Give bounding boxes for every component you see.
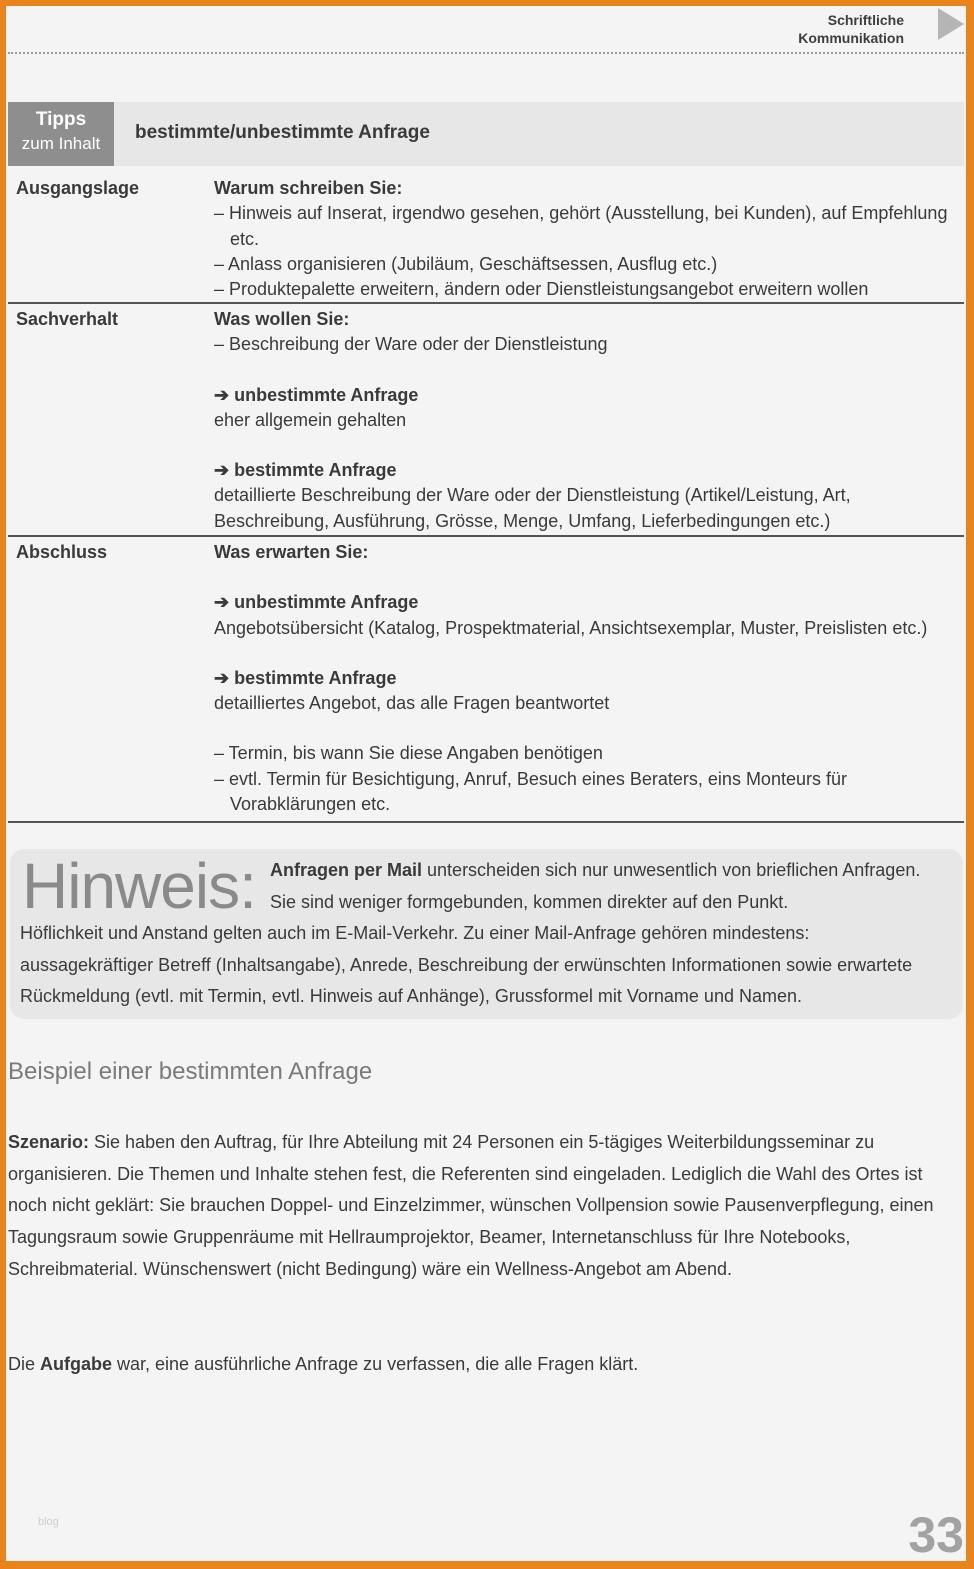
subtext-unbestimmt: eher allgemein gehalten bbox=[214, 409, 407, 430]
section-ausgangslage bbox=[8, 176, 964, 304]
scenario-paragraph bbox=[8, 1127, 953, 1286]
section-label: Ausgangslage bbox=[16, 178, 140, 198]
section-sachverhalt bbox=[8, 307, 964, 537]
section-abschluss bbox=[8, 540, 964, 823]
subtext-bestimmt: detailliertes Angebot, das alle Fragen beantwortet bbox=[214, 693, 610, 714]
subtext-unbestimmt: Angebotsübersicht (Katalog, Prospektmaterial, Ansichtsexemplar, Muster, Preislisten etc.) bbox=[214, 617, 928, 638]
hinweis-text bbox=[20, 855, 945, 1013]
task-bold: Aufgabe bbox=[40, 1354, 113, 1374]
tipps-label-box bbox=[8, 102, 114, 166]
section-question: Was erwarten Sie: bbox=[214, 542, 369, 562]
scenario-label: Szenario: bbox=[8, 1132, 90, 1152]
scenario-text: Sie haben den Auftrag, für Ihre Abteilung mit 24 Personen ein 5-tägiges Weiterbildungsseminar zu organisieren. Die Themen und Inhalte stehen fest, die Referenten sind eingeladen. Lediglich die Wahl des Ortes ist noch nicht geklärt: Sie brauchen Doppel- und Einzelzimmer, wünschen Vollpension sowie Pausenverpflegung, einen Tagungsraum sowie Gruppenräume mit Hellraumprojektor, Beamer, Internetanschluss für Ihre Notebooks, Schreibmaterial. Wünschenswert (nicht Bedingung) wäre ein Wellness-Angebot am Abend. bbox=[8, 1132, 934, 1279]
document-page bbox=[6, 6, 966, 1561]
hinweis-body: Höflichkeit und Anstand gelten auch im E-Mail-Verkehr. Zu einer Mail-Anfrage gehören mindestens: aussagekräftiger Betreff (Inhaltsangabe), Anrede, Beschreibung der erwünschten Informationen sowie erwartete Rückmeldung (evtl. mit Termin, evtl. Hinweis auf Anhänge), Grussformel mit Vorname und Namen. bbox=[20, 923, 913, 1006]
tipps-bar bbox=[8, 102, 964, 166]
section-question: Was wollen Sie: bbox=[214, 309, 350, 329]
chapter-title-line2: Kommunikation bbox=[798, 30, 904, 46]
tipps-heading: bestimmte/unbestimmte Anfrage bbox=[135, 122, 430, 143]
list-item: – evtl. Termin für Besichtigung, Anruf, Besuch eines Beraters, eins Monteurs für Vorabklärungen etc. bbox=[214, 768, 847, 815]
subtext-bestimmt: detaillierte Beschreibung der Ware oder der Dienstleistung (Artikel/Leistung, Art, Beschreibung, Ausführung, Grösse, Menge, Umfang, Lieferbedingungen etc.) bbox=[214, 485, 851, 531]
list-item: – Produktepalette erweitern, ändern oder Dienstleistungsangebot erweitern wollen bbox=[214, 279, 869, 300]
hinweis-lead bbox=[270, 855, 945, 918]
subheading-unbestimmt: ➔ unbestimmte Anfrage bbox=[214, 592, 419, 613]
list-item: – Beschreibung der Ware oder der Dienstleistung bbox=[214, 334, 608, 355]
header-divider bbox=[8, 52, 964, 54]
hinweis-lead-rest: unterscheiden sich nur unwesentlich von brieflichen Anfragen. Sie sind weniger formgebunden, kommen direkter auf den Punkt. bbox=[270, 860, 921, 912]
subheading-bestimmt: ➔ bestimmte Anfrage bbox=[214, 460, 397, 481]
tipps-sublabel: zum Inhalt bbox=[21, 134, 101, 153]
play-triangle-icon bbox=[938, 8, 964, 40]
hinweis-lead-bold: Anfragen per Mail bbox=[270, 860, 423, 880]
task-post: war, eine ausführliche Anfrage zu verfassen, die alle Fragen klärt. bbox=[112, 1354, 639, 1374]
page-number: 33 bbox=[908, 1507, 964, 1563]
chapter-title bbox=[798, 11, 904, 47]
watermark: blog bbox=[38, 1516, 59, 1528]
hinweis-box bbox=[10, 849, 963, 1019]
list-item: – Hinweis auf Inserat, irgendwo gesehen, gehört (Ausstellung, bei Kunden), auf Empfehlung etc. bbox=[214, 203, 948, 249]
section-question: Warum schreiben Sie: bbox=[214, 178, 403, 198]
subheading-unbestimmt: ➔ unbestimmte Anfrage bbox=[214, 384, 419, 405]
hinweis-label: Hinweis: bbox=[22, 850, 256, 922]
example-title: Beispiel einer bestimmten Anfrage bbox=[8, 1058, 373, 1085]
tipps-label: Tipps bbox=[35, 109, 87, 130]
section-label: Sachverhalt bbox=[16, 309, 119, 329]
list-item: – Termin, bis wann Sie diese Angaben benötigen bbox=[214, 743, 603, 764]
subheading-bestimmt: ➔ bestimmte Anfrage bbox=[214, 667, 397, 688]
section-body bbox=[214, 307, 959, 534]
section-body bbox=[214, 540, 959, 817]
section-label: Abschluss bbox=[16, 542, 108, 562]
task-pre: Die bbox=[8, 1354, 41, 1374]
section-body bbox=[214, 176, 959, 302]
task-paragraph bbox=[8, 1349, 638, 1381]
chapter-title-line1: Schriftliche bbox=[827, 12, 904, 28]
list-item: – Anlass organisieren (Jubiläum, Geschäftsessen, Ausflug etc.) bbox=[214, 253, 718, 274]
